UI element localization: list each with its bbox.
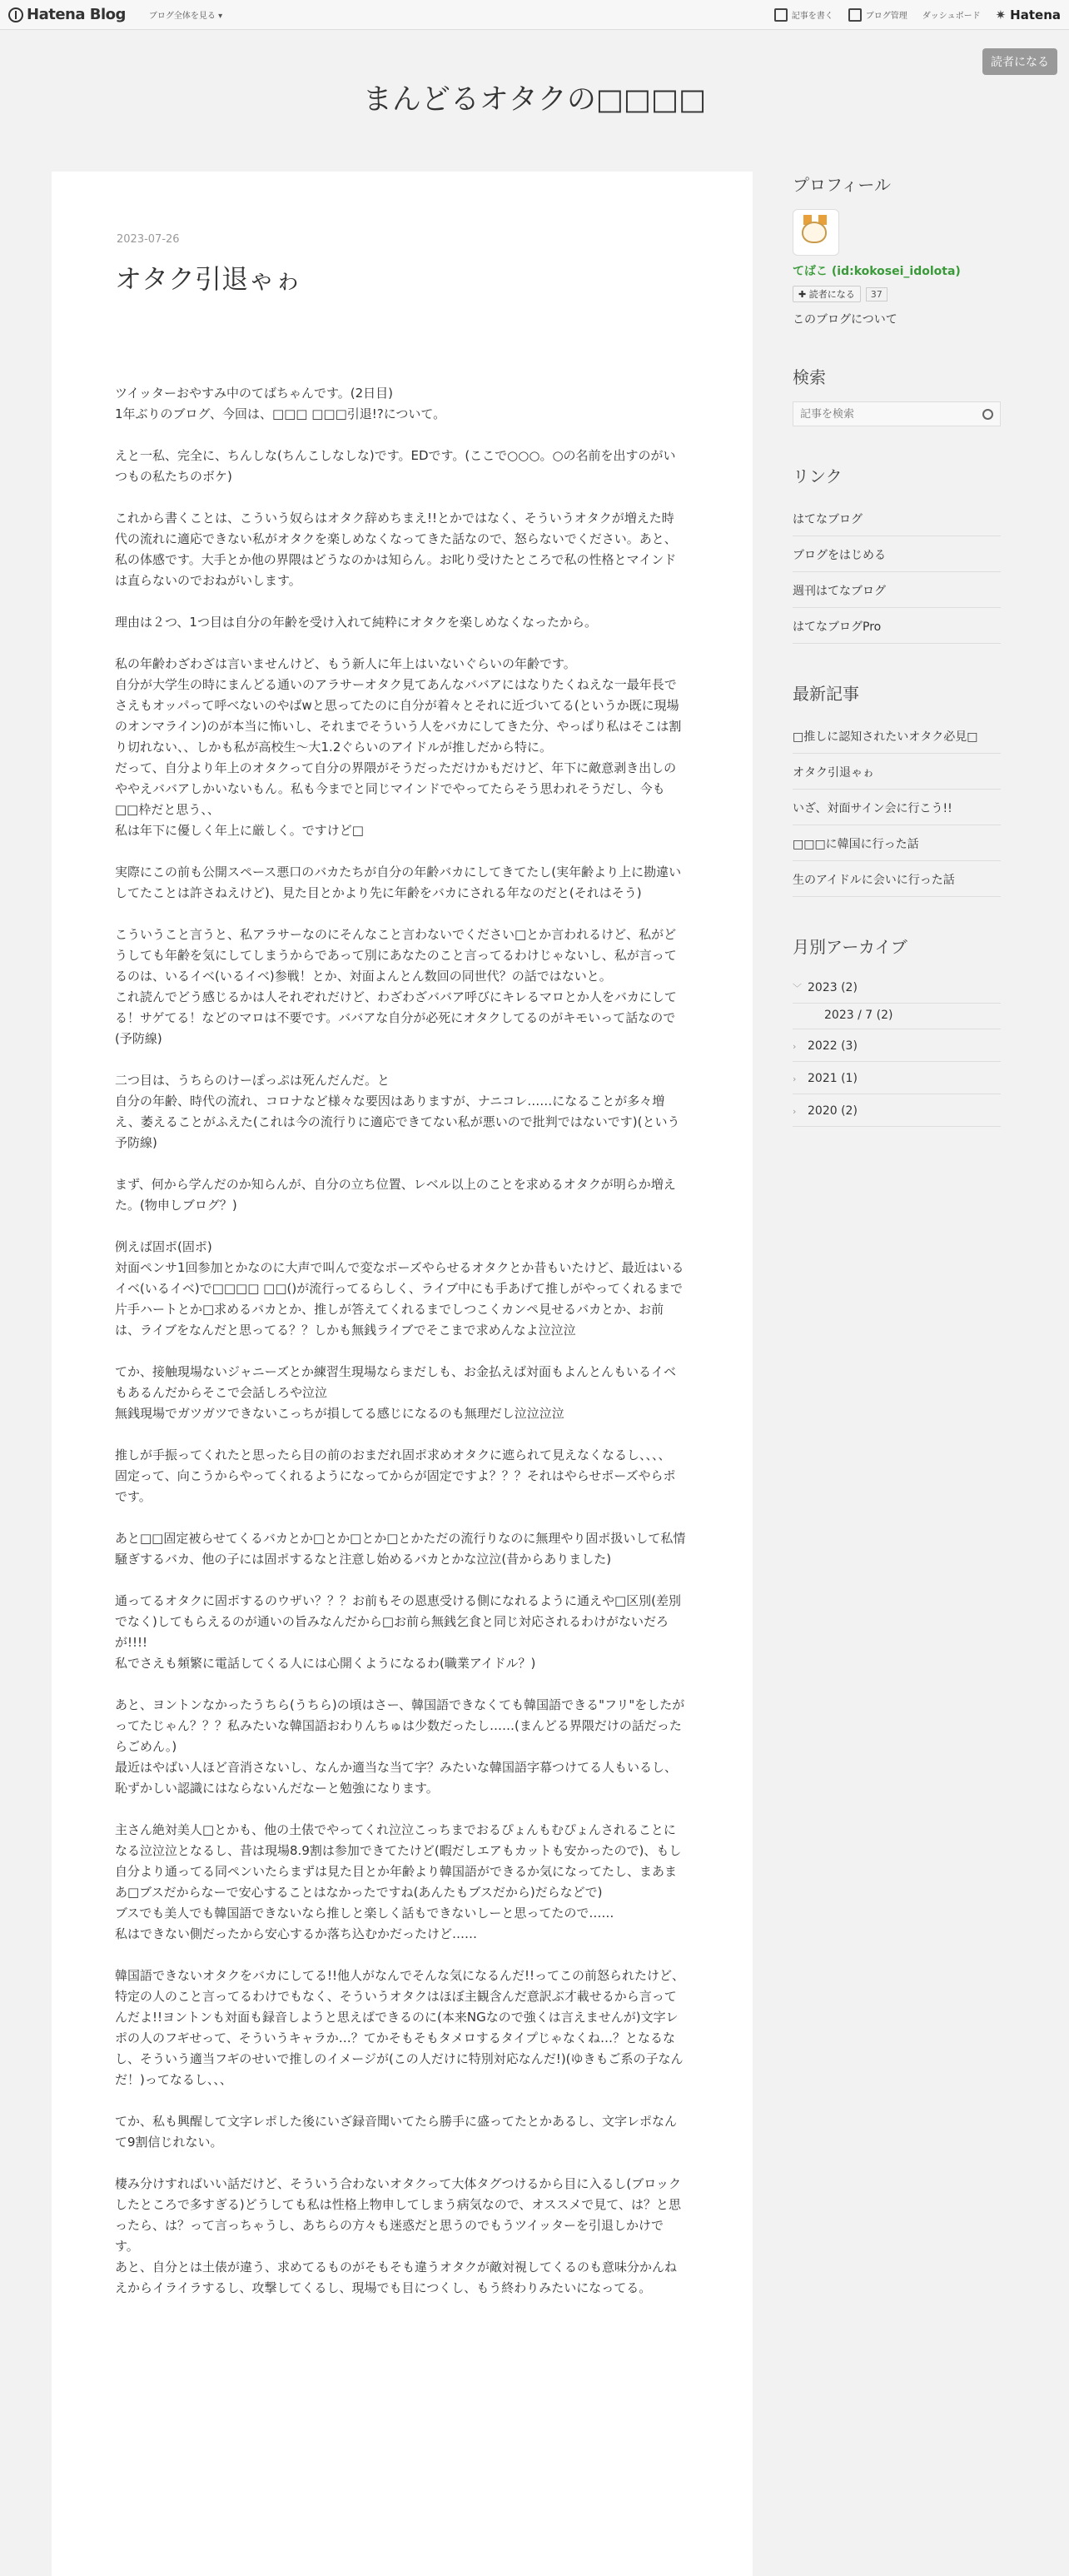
admin-icon	[848, 8, 862, 22]
recent-post-link[interactable]: 生のアイドルに会いに行った話	[793, 861, 1001, 897]
blog-menu-dropdown[interactable]: ブログ全体を見る ▾	[148, 12, 223, 21]
pencil-icon	[774, 8, 788, 22]
link-item[interactable]: はてなブログPro	[793, 608, 1001, 644]
archive-year-label: 2021 (1)	[808, 1072, 858, 1085]
chevron-right-icon: ›	[793, 1040, 797, 1052]
post-paragraph: 韓国語できないオタクをバカにしてる!!他人がなんでそんな気になるんだ!!ってこの前怒られたけど、特定の人のこと言ってるわけでもなく、そういうオタクはほぼ主観含んだ意訳ぶ才載せるから言ってんだよ!!ヨントンも対面も録音しようと思えばできるのに(本来NGなので強くは言えませんが)文字レポの人のフギせって、そういうキャラか…？てかそもそもタメロするタイプじゃなくね…？となるなし、そういう適当フギのせいで推しのイメージが(この人だけに特別対応なんだ!)(ゆきもご系の子なんだ！)ってなるし、、、	[115, 1968, 685, 2087]
search-heading: 検索	[793, 367, 826, 387]
search-icon[interactable]	[982, 409, 993, 420]
post-paragraph: えと一私、完全に、ちんしな(ちんこしなしな)です。EDです。(ここで○○○。○の名前を出すのがいつもの私たちのボケ)	[115, 448, 676, 484]
archive-module	[793, 934, 1001, 1127]
chevron-right-icon: ›	[793, 1073, 797, 1084]
hatena-label: Hatena	[1010, 7, 1061, 22]
post-paragraph: 理由は２つ、1つ目は自分の年齢を受け入れて純粋にオタクを楽しめなくなったから。	[115, 615, 597, 630]
post-paragraph: 二つ目は、うちらのけーぽっぷは死んだんだ。と 自分の年齢、時代の流れ、コロナなど様々な要因はありますが、ナニコレ……になることが多々増え、萎えることがふえた(これは今の流行りに適応できてない私が悪いので批判ではないです)(という予防線)	[115, 1073, 680, 1150]
hatena-star-icon: ✷	[995, 7, 1007, 22]
recent-posts-module	[793, 680, 1001, 897]
post-paragraph: 実際にこの前も公開スペース悪口のバカたちが自分の年齢バカにしてきてたし(実年齢より上に勘違いしてたことは許さねえけど)、見た目とかより先に年齢をバカにされる年なのだと(それはそう)	[115, 864, 682, 900]
post-paragraph: 私の年齢わざわざは言いませんけど、もう新人に年上はいないぐらいの年齢です。 自分が大学生の時にまんどる通いのアラサーオタク見てあんなババアにはなりたくねえな一最年長でさえもオッパって呼べないのやばwと思ってたのに自分が着々とそれに近づいてる(というか既に現場のオンマライン)のが本当に怖いし、それまでそういう人をバカにしてきた分、やっぱり私はそこは割り切れない、、しかも私が高校生〜大1.2ぐらいのアイドルが推しだから特に。 だって、自分より年上のオタクって自分の界隈がそうだっただけかもだけど、年下に敵意剥き出しのややえババアしかいないもん。私も今までと同じマインドでやってたらそう思われそうだし、今も□□枠だと思う、、 私は年下に優しく年上に厳しく。ですけど□	[115, 656, 682, 838]
post-date[interactable]: 2023-07-26	[117, 233, 180, 246]
link-item[interactable]: はてなブログ	[793, 501, 1001, 536]
archive-month-link[interactable]: 2023 / 7 (2)	[793, 1004, 1001, 1029]
archive-year-2021[interactable]	[793, 1062, 1001, 1094]
post-paragraph: てか、私も興醒して文字レポした後にいざ録音聞いてたら勝手に盛ってたとかあるし、文字レポなんて9割信じれない。	[115, 2114, 678, 2150]
profile-module	[793, 172, 1001, 327]
search-input[interactable]	[800, 408, 982, 421]
post-paragraph: あと□□固定被らせてくるバカとか□とか□とか□とかただの流行りなのに無理やり固ポ扱いして私情騒ぎするバカ、他の子には固ポするなと注意し始めるバカとかな泣泣(昔からありました)	[115, 1531, 686, 1567]
profile-name[interactable]: てばこ (id:kokosei_idolota)	[793, 265, 961, 278]
dashboard-label: ダッシュボード	[922, 12, 981, 21]
recent-heading: 最新記事	[793, 684, 859, 704]
post-paragraph: 棲み分けすればいい話だけど、そういう合わないオタクって大体タグつけるから目に入るし(ブロックしたところで多すぎる)どうしても私は性格上物申してしまう病気なので、オススメで見て、は？と思ったら、は？って言っちゃうし、あちらの方々も迷惑だと思うのでもうツイッターを引退しかけです。 あと、自分とは土俵が違う、求めてるものがそもそも違うオタクが敵対視してくるのも意味分かんねえからイライラするし、攻撃してくるし、現場でも目につくし、もう終わりみたいになってる。	[115, 2176, 681, 2295]
post-paragraph: 例えば固ポ(固ポ) 対面ペンサ1回参加とかなのに大声で叫んで変なポーズやらせるオタクとか昔もいたけど、最近はいるイベ(いるイベ)で□□□□ □□()が流行ってるらしく、ライブ中にも手あげて推しがやってくれるまで片手ハートとか□求めるバカとか、推しが答えてくれるまでしつこくカンペ見せるバカとか、お前は、ライブをなんだと思ってる？？しかも無銭ライブでそこまで求めんなよ泣泣泣	[115, 1239, 684, 1338]
post-paragraph: あと、ヨントンなかったうちら(うちら)の頃はさー、韓国語できなくても韓国語できる"フリ"をしたがってたじゃん？？？私みたいな韓国語おわりんちゅは少数だったし……(まんどる界隈だけの話だったらごめん。) 最近はやばい人ほど音消さないし、なんか適当な当て字？みたいな韓国語字幕つけてる人もいるし、恥ずかしい認識にはならないんだなーと勉強になります。	[115, 1697, 685, 1796]
hatena-blog-logo[interactable]	[8, 6, 126, 23]
profile-subscribe-button[interactable]: ✚ 読者になる	[793, 286, 861, 302]
post-paragraph: 推しが手振ってくれたと思ったら目の前のおまだれ固ポ求めオタクに遮られて見えなくなるし、、、、 固定って、向こうからやってくれるようになってからが固定ですよ？？？それはやらせポーズやらポです。	[115, 1447, 676, 1504]
dashboard-button[interactable]	[922, 8, 981, 21]
archive-year-2022[interactable]	[793, 1029, 1001, 1062]
hatena-menu[interactable]	[996, 7, 1061, 22]
links-heading: リンク	[793, 466, 843, 486]
post-paragraph: ツイッターおやすみ中のてばちゃんです。(2日目) 1年ぶりのブログ、今回は、□□□ □□□引退!?について。	[115, 386, 446, 421]
archive-year-label: 2020 (2)	[808, 1104, 858, 1118]
write-post-button[interactable]	[774, 8, 833, 22]
archive-year-2023[interactable]	[793, 971, 1001, 1004]
post-title[interactable]: オタク引退ゃゎ	[115, 263, 302, 295]
post-paragraph: 主さん絶対美人□とかも、他の土俵でやってくれ泣泣こっちまでおるぴょんもむぴょんされることになる泣泣泣となるし、昔は現場8.9割は参加できてたけど(暇だしエアもカットも安かったので)、もし自分より通ってる同ペンいたらまずは見た目とか年齢より韓国語ができるか気になってたし、まあまあ□ブスだからなーで安心することはなかったですね(あんたもブスだから)だらなどで) ブスでも美人でも韓国語できないなら推しと楽しく話もできないしーと思ってたので…… 私はできない側だったから安心するか落ち込むかだったけど……	[115, 1822, 682, 1941]
logo-text: Hatena Blog	[27, 6, 126, 23]
link-item[interactable]: ブログをはじめる	[793, 536, 1001, 572]
blog-admin-label: ブログ管理	[865, 12, 907, 21]
chevron-down-icon: ﹀	[793, 983, 802, 994]
subscribe-button[interactable]: 読者になる	[982, 48, 1057, 75]
profile-heading: プロフィール	[793, 175, 891, 195]
cat-avatar-icon	[802, 222, 827, 243]
archive-year-2020[interactable]	[793, 1094, 1001, 1127]
write-post-label: 記事を書く	[791, 12, 833, 21]
post-paragraph: まず、何から学んだのか知らんが、自分の立ち位置、レベル以上のことを求めるオタクが明らか増えた。(物申しブログ？)	[115, 1177, 676, 1213]
link-item[interactable]: 週刊はてなブログ	[793, 572, 1001, 608]
archive-year-label: 2023 (2)	[808, 981, 858, 994]
search-box	[793, 401, 1001, 426]
post-paragraph: こういうこと言うと、私アラサーなのにそんなこと言わないでください□とか言われるけど、私がどうしても年齢を気にしてしまうからであって別にあなたのこと言ってるわけじゃないし、私が言ってるのは、いるイベ(いるイベ)参戦！とか、対面よんとん数回の同世代？の話ではないと。 これ読んでどう感じるかは人それぞれだけど、わざわざババア呼びにキレるマロとか人をバカにしてる！サゲてる！などのマロは不要です。ババアな自分が必死にオタクしてるのがキモいって話なので(予防線)	[115, 927, 677, 1046]
recent-post-link[interactable]: いざ、対面サイン会に行こう!!	[793, 790, 1001, 825]
about-blog-link[interactable]: このブログについて	[793, 313, 897, 326]
post-body	[115, 383, 686, 2319]
main-article	[52, 172, 753, 2576]
archive-heading: 月別アーカイブ	[793, 937, 907, 957]
recent-post-link[interactable]: オタク引退ゃゎ	[793, 754, 1001, 790]
reader-count[interactable]: 37	[866, 287, 888, 301]
post-paragraph: 通ってるオタクに固ポするのウザい？？？お前もその恩恵受ける側になれるように通えや□区別(差別でなく)してもらえるのが通いの旨みなんだから□お前ら無銭乞食と同じ対応されるわけがないだろが!!!! 私でさえも頻繁に電話してくる人には心開くようになるわ(職業アイドル？)	[115, 1593, 682, 1671]
post-paragraph: てか、接触現場ないジャニーズとか練習生現場ならまだしも、お金払えば対面もよんとんもいるイベもあるんだからそこで会話しろや泣泣 無銭現場でガツガツできないこっちが損してる感じになるのも無理だし泣泣泣泣	[115, 1364, 676, 1421]
search-module	[793, 364, 1001, 426]
recent-post-link[interactable]: □□□に韓国に行った話	[793, 825, 1001, 861]
profile-avatar[interactable]	[793, 209, 839, 256]
hatena-blog-logo-icon	[8, 7, 23, 22]
global-header	[0, 0, 1069, 30]
post-paragraph: これから書くことは、こういう奴らはオタク辞めちまえ!!とかではなく、そういうオタクが増えた時代の流れに適応できない私がオタクを楽しめなくなってきた話なので、怒らないでください。あと、私の体感です。大手とか他の界隈はどうなのかは知らん。お叱り受けたところで私の性格とマインドは直らないのでおねがいします。	[115, 511, 677, 588]
archive-year-label: 2022 (3)	[808, 1039, 858, 1053]
links-module	[793, 463, 1001, 644]
blog-admin-button[interactable]	[848, 8, 907, 22]
blog-title[interactable]: まんどるオタクの□□□□	[362, 83, 707, 117]
chevron-right-icon: ›	[793, 1105, 797, 1117]
sidebar	[793, 172, 1001, 1127]
recent-post-link[interactable]: □推しに認知されたいオタク必見□	[793, 718, 1001, 754]
